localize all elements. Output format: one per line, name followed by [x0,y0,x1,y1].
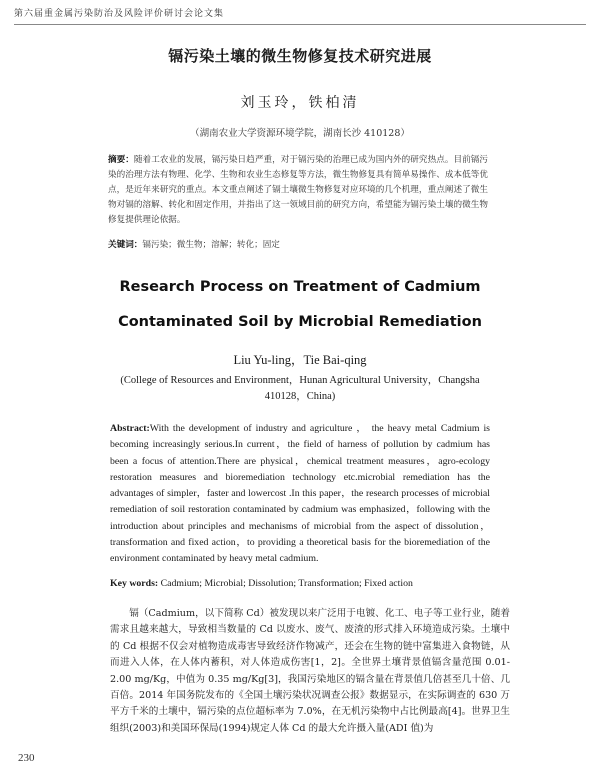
english-abstract [110,421,490,568]
chinese-abstract-label: 摘要： [108,155,134,165]
body-paragraph: 镉（Cadmium，以下简称 Cd）被发现以来广泛用于电镀、化工、电子等工业行业，随着需求且越来越大，导致相当数量的 Cd 以废水、废气、废渣的形式排入环境造成污染。土壤中的 Cd 根据不仅会对植物造成毒害导致经济作物减产，还会在生物的链中富集进入食物链，从而进入人体，在人体内蓄积，对人体造成伤害[1，2]。全世界土壤背景值镉含量范围 0.01-2.00 mg/Kg，中值为 0.35 mg/Kg[3]，我国污染地区的镉含量在背景值几倍甚至几十倍、几百倍。2014 年国务院发布的《全国土壤污染状况调查公报》数据显示，在实际调查的 630 万平方千米的土壤中，镉污染的点位超标率为 7.0%，在无机污染物中占比例最高[4]。世界卫生组织(2003)和美国环保局(1994)规定人体 Cd 的最大允许摄入量(ADI 值)为 [110,608,510,734]
chinese-keywords-label: 关键词： [108,240,143,250]
english-title-line-2: Contaminated Soil by Microbial Remediation [118,314,482,330]
english-keywords-text: Cadmium; Microbial; Dissolution; Transformation; Fixed action [160,578,413,589]
english-abstract-text: With the development of industry and agriculture ， the heavy metal Cadmium is becoming increasingly serious.In current，the field of harness of pollution by cadmium has been a focus of attention.There are physical，chemical treatment measures，agro-ecology restoration measures and bioremediation technology etc.microbial remediation has the advantages of simpler，faster and lowercost .In this paper，the research processes of microbial remediation of soil restoration contaminated by cadmium was emphasized，following with the introduction about principles and mechanisms of microbial from the aspect of dissolution， transformation and fixed action，to providing a theoretical basis for the bioremediation of the environment contaminated by heavy metal cadmium. [110,423,490,565]
chinese-keywords-text: 镉污染；微生物；溶解；转化；固定 [142,240,280,250]
english-title-line-1: Research Process on Treatment of Cadmium [119,279,481,295]
running-head: 第六届重金属污染防治及风险评价研讨会论文集 [14,6,586,25]
page-number: 230 [18,752,35,764]
chinese-abstract-text: 随着工农业的发展，镉污染日趋严重，对于镉污染的治理已成为国内外的研究热点。目前镉污染的治理方法有物理、化学、生物和农业生态修复等方法，微生物修复具有简单易操作、成本低等优点，是近年来研究的重点。本文重点阐述了镉土壤微生物修复对应环境的几个机理，重点阐述了微生物对镉的溶解、转化和固定作用，并指出了这一领域目前的研究方向，希望能为镉污染土壤的微生物修复提供理论依据。 [108,155,488,225]
english-keywords-label: Key words: [110,578,159,589]
chinese-abstract [108,153,488,228]
body-text [110,606,510,737]
chinese-title: 镉污染土壤的微生物修复技术研究进展 [168,47,432,65]
english-affiliation: (College of Resources and Environment，Hunan Agricultural University，Changsha 410128，China) [120,375,480,402]
header-rule [14,24,586,25]
english-abstract-label: Abstract: [110,423,150,434]
chinese-affiliation: （湖南农业大学资源环境学院，湖南长沙 410128） [190,128,410,139]
chinese-authors: 刘玉玲，铁柏清 [240,95,360,111]
english-authors: Liu Yu-ling，Tie Bai-qing [233,353,367,367]
chinese-keywords [108,238,488,250]
english-keywords [110,578,490,589]
